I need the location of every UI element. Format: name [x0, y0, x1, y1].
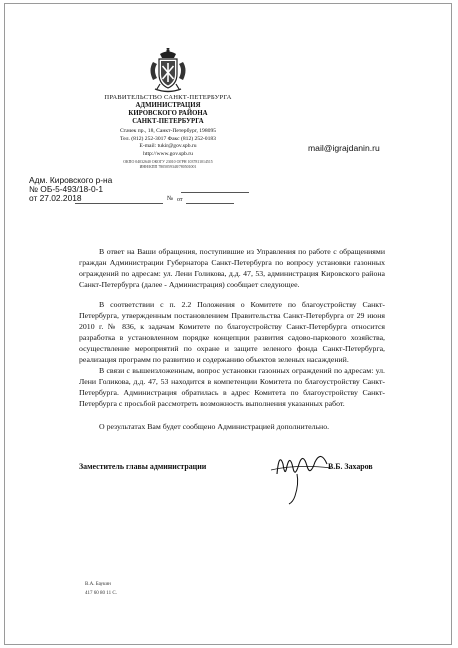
letterhead-email: E-mail: tukir@gov.spb.ru — [139, 143, 197, 149]
letterhead-codes-line2: ИНН/КПП 7805059348/780501001 — [139, 165, 197, 169]
registration-stamp-date: от 27.02.2018 — [29, 193, 82, 203]
handwritten-signature — [257, 444, 347, 506]
registration-line — [181, 192, 249, 193]
registration-date-prefix: от — [177, 197, 183, 203]
executor-phone: 417 60 80 11 С. — [85, 591, 117, 596]
government-name: ПРАВИТЕЛЬСТВО САНКТ-ПЕТЕРБУРГА — [104, 94, 232, 101]
recipient-email: mail@igrajdanin.ru — [308, 143, 380, 153]
coat-of-arms-emblem — [147, 48, 189, 94]
body-paragraph-1: В ответ на Ваши обращения, поступившие из Управления по работе с обращениями граждан Администрации Губернатора Санкт-Петербурга по вопросу установки газонных ограждений по адресам: ул. Лени Голикова, д.д. 47, 53, администрация Кировского района Санкт-Петербурга (далее - Администрация) сообщает следующее. — [79, 247, 385, 289]
administration-title-line2: КИРОВСКОГО РАЙОНА — [128, 110, 208, 117]
registration-number-prefix: № — [167, 195, 174, 202]
body-paragraph-2: В соответствии с п. 2.2 Положения о Комитете по благоустройству Санкт-Петербурга, утвержденным постановлением Правительства Санкт-Петербурга от 29 июня 2010 г. № 836, к задачам Комитете по благоустройству Санкт-Петербурга относится разработка в установленном порядке концепции развития садово-паркового хозяйства, осуществление мероприятий по охране и защите зеленого фонда Санкт-Петербурга, реализация программ по развитию и содержанию объектов зеленых насаждений. — [79, 300, 385, 364]
signatory-name: В.Б. Захаров — [328, 462, 373, 471]
administration-title-line3: САНКТ-ПЕТЕРБУРГА — [132, 118, 204, 125]
body-paragraph-3: В связи с вышеизложенным, вопрос установки газонных ограждений по адресам: ул. Лени Голикова, д.д. 47, 53 находится в компетенции Комитета по благоустройству Санкт-Петербурга. Администрация обратилась в адрес Комитета по благоустройству Санкт-Петербурга с просьбой рассмотреть возможность выполнения указанных работ. — [79, 366, 385, 408]
executor-name: В.А. Баукин — [85, 582, 111, 587]
registration-line — [186, 203, 234, 204]
signatory-position: Заместитель главы администрации — [79, 462, 207, 471]
letterhead-phone-fax: Тел. (812) 252-3017 Факс (812) 252-0183 — [120, 135, 216, 142]
body-paragraph-4: О результатах Вам будет сообщено Администрацией дополнительно. — [99, 422, 330, 431]
administration-title-line1: АДМИНИСТРАЦИЯ — [135, 102, 201, 109]
letter-page — [4, 3, 452, 645]
letterhead-address: Стачек пр., 18, Санкт-Петербург, 198095 — [119, 128, 217, 134]
letterhead-codes-line1: ОКПО 04032640 ОКОГУ 23010 ОГРН 1037811014515 — [123, 160, 213, 164]
letterhead-website: http://www.gov.spb.ru — [143, 150, 193, 157]
registration-stamp-number: № ОБ-5-493/18-0-1 — [29, 184, 104, 194]
registration-stamp-org: Адм. Кировского р-на — [29, 175, 113, 185]
registration-line — [75, 203, 163, 204]
